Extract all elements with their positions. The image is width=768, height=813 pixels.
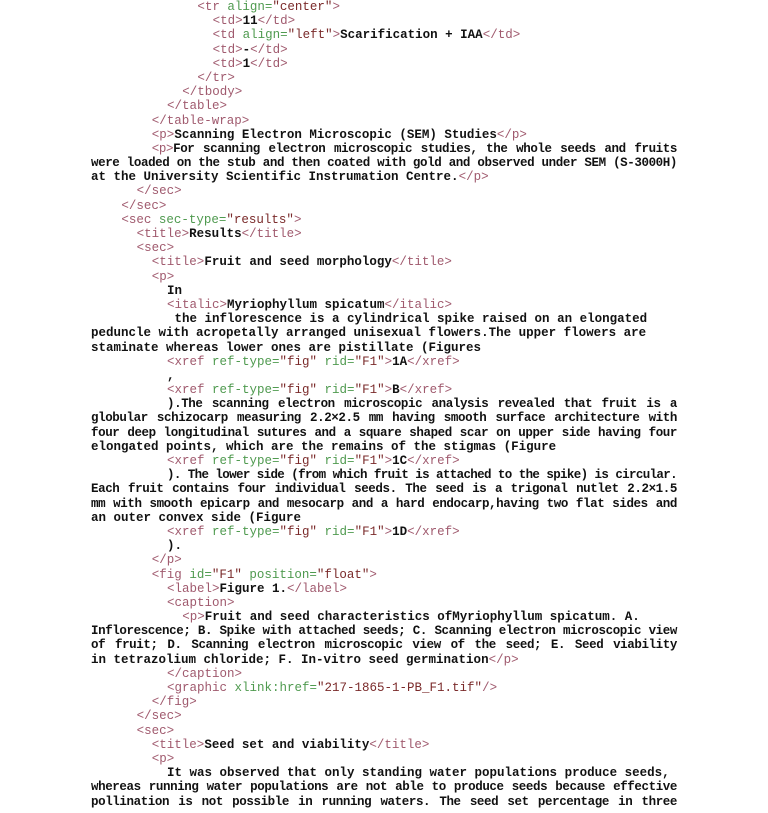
xml-attribute-value: "217-1865-1-PB_F1.tif" [317,681,483,695]
xml-attribute-value: "center" [272,0,333,14]
section-title: Seed set and viability [204,737,370,752]
xml-tag: <caption> [167,595,235,610]
text-content: For scanning electron microscopic studies, the whole seeds and fruits [173,141,677,156]
xml-attribute-value: "results" [226,212,294,227]
xml-attribute: ref-type= [204,454,280,468]
xml-attribute-value: "fig" [279,454,318,468]
xml-tag: </title> [241,227,302,241]
code-line [91,440,677,454]
xml-tag: </td> [250,56,288,71]
xml-tag: <p> [151,141,174,156]
code-line [91,156,677,170]
xml-tag: <td> [212,42,243,57]
figure-reference: 1A [392,354,408,369]
xml-tag: <p> [182,610,205,625]
xml-tag: </td> [250,42,288,57]
text-content: - [242,42,251,57]
xml-attribute: rid= [317,383,355,398]
xml-tag: </xref> [399,383,453,398]
xml-tag: </sec> [136,184,182,199]
text-content: pollination is not possible in running waters. The seed set percentage in three [91,794,677,809]
text-content: mm with smooth epicarp and mesocarp and a hard endocarp,having two flat sides and [91,496,677,511]
text-content: elongated points, which are the remains of the stigmas (Figure [91,439,557,454]
text-content: Each fruit contains four individual seeds. The seed is a trigonal nutlet 2.2×1.5 [91,482,677,497]
text-content: Myriophyllum spicatum [227,297,385,312]
xml-tag: <p> [151,751,175,766]
xml-attribute: sec-type= [151,212,227,227]
code-line [91,596,677,610]
text-content: peduncle with acropetally arranged unisexual flowers.The upper flowers are [91,326,647,341]
code-line [91,170,677,184]
text-content: staminate whereas lower ones are pistillate (Figures [91,340,482,355]
code-line [91,383,677,397]
xml-tag: </p> [488,652,519,667]
text-content: four deep longitudinal sutures and a square shaped scar on upper side having four [91,425,677,440]
xml-tag: </xref> [407,524,460,539]
xml-tag: </label> [287,581,348,596]
xml-attribute: ref-type= [204,354,280,369]
code-line [91,553,677,567]
xml-tag: <td [212,28,236,43]
code-line [91,795,677,809]
xml-tag: <sec> [136,723,175,738]
xml-attribute: id= [181,567,212,582]
code-line [91,525,677,539]
code-line [91,766,677,780]
xml-tag: /> [482,681,498,695]
code-line [91,724,677,738]
xml-tag: </italic> [384,297,453,312]
text-content: ).The scanning electron microscopic analysis revealed that fruit is a [167,397,677,412]
figure-reference: 1D [392,524,408,539]
figure-caption: in tetrazolium chloride; F. In-vitro seed germination [91,652,489,667]
figure-caption: Inflorescence; B. Spike with attached seeds; C. Scanning electron microscopic view [91,624,677,639]
xml-attribute: rid= [317,354,355,369]
text-content: an outer convex side (Figure [91,510,302,525]
code-line [91,355,677,369]
code-line [91,411,677,425]
xml-tag: <p> [151,269,175,284]
code-line [91,341,677,355]
xml-attribute: xlink:href= [227,681,318,695]
xml-tag: <p> [151,127,175,142]
xml-tag: > [293,212,302,227]
code-line [91,99,677,113]
xml-tag: </fig> [151,695,197,710]
code-line [91,43,677,57]
xml-attribute-value: "fig" [279,354,318,369]
code-line [91,653,677,667]
code-line [91,369,677,383]
text-content: globular schizocarp measuring 2.2×2.5 mm having smooth surface architecture with [91,411,677,426]
xml-attribute-value: "F1" [354,454,385,468]
code-line [91,255,677,269]
xml-tag: <sec [121,212,152,227]
text-content: ). [167,539,183,554]
code-line [91,482,677,496]
xml-attribute-value: "F1" [211,567,242,582]
text-content: 1 [242,56,251,71]
xml-attribute: ref-type= [204,383,280,398]
xml-tag: > [384,383,393,398]
xml-tag: <title> [151,737,205,752]
xml-tag: </tr> [197,70,235,85]
xml-tag: </xref> [407,354,460,369]
xml-tag: > [384,354,393,369]
figure-caption: Fruit and seed characteristics ofMyriophyllum spicatum. A. [204,610,640,625]
xml-tag: <fig [151,567,182,582]
xml-attribute-value: "F1" [354,354,385,369]
code-line [91,270,677,284]
code-line [91,638,677,652]
code-line [91,695,677,709]
code-line [91,128,677,142]
xml-tag: > [384,454,393,468]
code-line [91,227,677,241]
code-line [91,397,677,411]
code-line [91,667,677,681]
figure-caption: of fruit; D. Scanning electron microscopic view of the seed; E. Seed viability [91,638,677,653]
code-line [91,28,677,42]
figure-reference: 1C [392,454,408,468]
code-line [91,213,677,227]
code-line [91,298,677,312]
section-title: Results [189,227,242,241]
xml-tag: </table> [167,99,228,114]
xml-tag: </title> [369,737,430,752]
text-content: the inflorescence is a cylindrical spike raised on an elongated [167,312,648,327]
xml-tag: </sec> [121,198,167,213]
xml-attribute-value: "float" [316,567,370,582]
xml-attribute: rid= [317,524,355,539]
code-line [91,312,677,326]
code-line [91,184,677,198]
xml-attribute-value: "F1" [354,524,385,539]
code-line [91,14,677,28]
xml-tag: </tbody> [182,85,243,100]
xml-tag: <xref [167,383,205,398]
code-line [91,752,677,766]
code-line [91,71,677,85]
text-content: In [167,283,183,298]
xml-attribute: ref-type= [204,524,280,539]
text-content: Scanning Electron Microscopic (SEM) Studies [174,127,497,142]
xml-tag: </td> [257,14,296,29]
xml-tag: <title> [136,227,190,241]
code-line [91,709,677,723]
code-line [91,511,677,525]
xml-tag: <td> [212,14,243,29]
xml-tag: > [384,524,393,539]
xml-tag: </p> [496,127,527,142]
xml-tag: </caption> [167,666,243,681]
code-line [91,0,677,14]
code-line [91,426,677,440]
xml-tag: <xref [167,454,205,468]
xml-tag: <title> [151,255,205,270]
code-line [91,284,677,298]
xml-attribute: rid= [317,454,355,468]
xml-tag: </p> [458,170,489,185]
xml-tag: > [332,0,340,14]
code-line [91,85,677,99]
code-line [91,57,677,71]
code-line [91,199,677,213]
xml-tag: > [332,28,341,43]
code-line [91,738,677,752]
xml-attribute-value: "fig" [279,524,318,539]
code-line [91,326,677,340]
text-content: 11 [242,14,258,29]
xml-tag: <tr [197,0,220,14]
xml-tag: <xref [167,354,205,369]
xml-tag: <italic> [167,297,228,312]
xml-tag: </table-wrap> [151,113,250,128]
xml-attribute: position= [241,567,317,582]
xml-attribute-value: "left" [287,28,333,43]
text-content: , [167,368,175,383]
xml-tag: <xref [167,524,205,539]
code-line [91,568,677,582]
xml-source-view [91,0,677,809]
xml-tag: </td> [482,28,521,43]
code-line [91,610,677,624]
text-content: Scarification + IAA [340,28,483,43]
xml-tag: <td> [212,56,243,71]
code-line [91,454,677,468]
xml-attribute-value: "fig" [279,383,318,398]
xml-tag: <graphic [167,681,228,695]
code-line [91,114,677,128]
figure-label: Figure 1. [219,581,288,596]
code-line [91,539,677,553]
text-content: at the University Scientific Instrumation Centre. [91,170,459,185]
code-line [91,468,677,482]
xml-attribute: align= [219,0,273,14]
code-line [91,497,677,511]
text-content: It was observed that only standing water populations produce seeds, [167,766,670,781]
xml-tag: <sec> [136,241,175,256]
code-line [91,142,677,156]
xml-attribute: align= [235,28,288,43]
xml-tag: </sec> [136,709,182,724]
code-line [91,582,677,596]
xml-tag: </title> [391,255,452,270]
xml-tag: > [369,567,377,582]
xml-tag: </p> [151,553,182,568]
code-line [91,681,677,695]
xml-tag: </xref> [407,454,460,468]
code-line [91,780,677,794]
code-line [91,241,677,255]
text-content: whereas running water populations are not able to produce seeds because effective [91,780,677,795]
text-content: ). The lower side (from which fruit is attached to the spike) is circular. [167,468,677,483]
code-line [91,624,677,638]
figure-reference: B [392,383,400,398]
xml-tag: <label> [167,581,220,596]
text-content: were loaded on the stub and then coated with gold and observed under SEM (S-3000H) [91,156,677,171]
section-title: Fruit and seed morphology [204,255,392,270]
xml-attribute-value: "F1" [354,383,385,398]
